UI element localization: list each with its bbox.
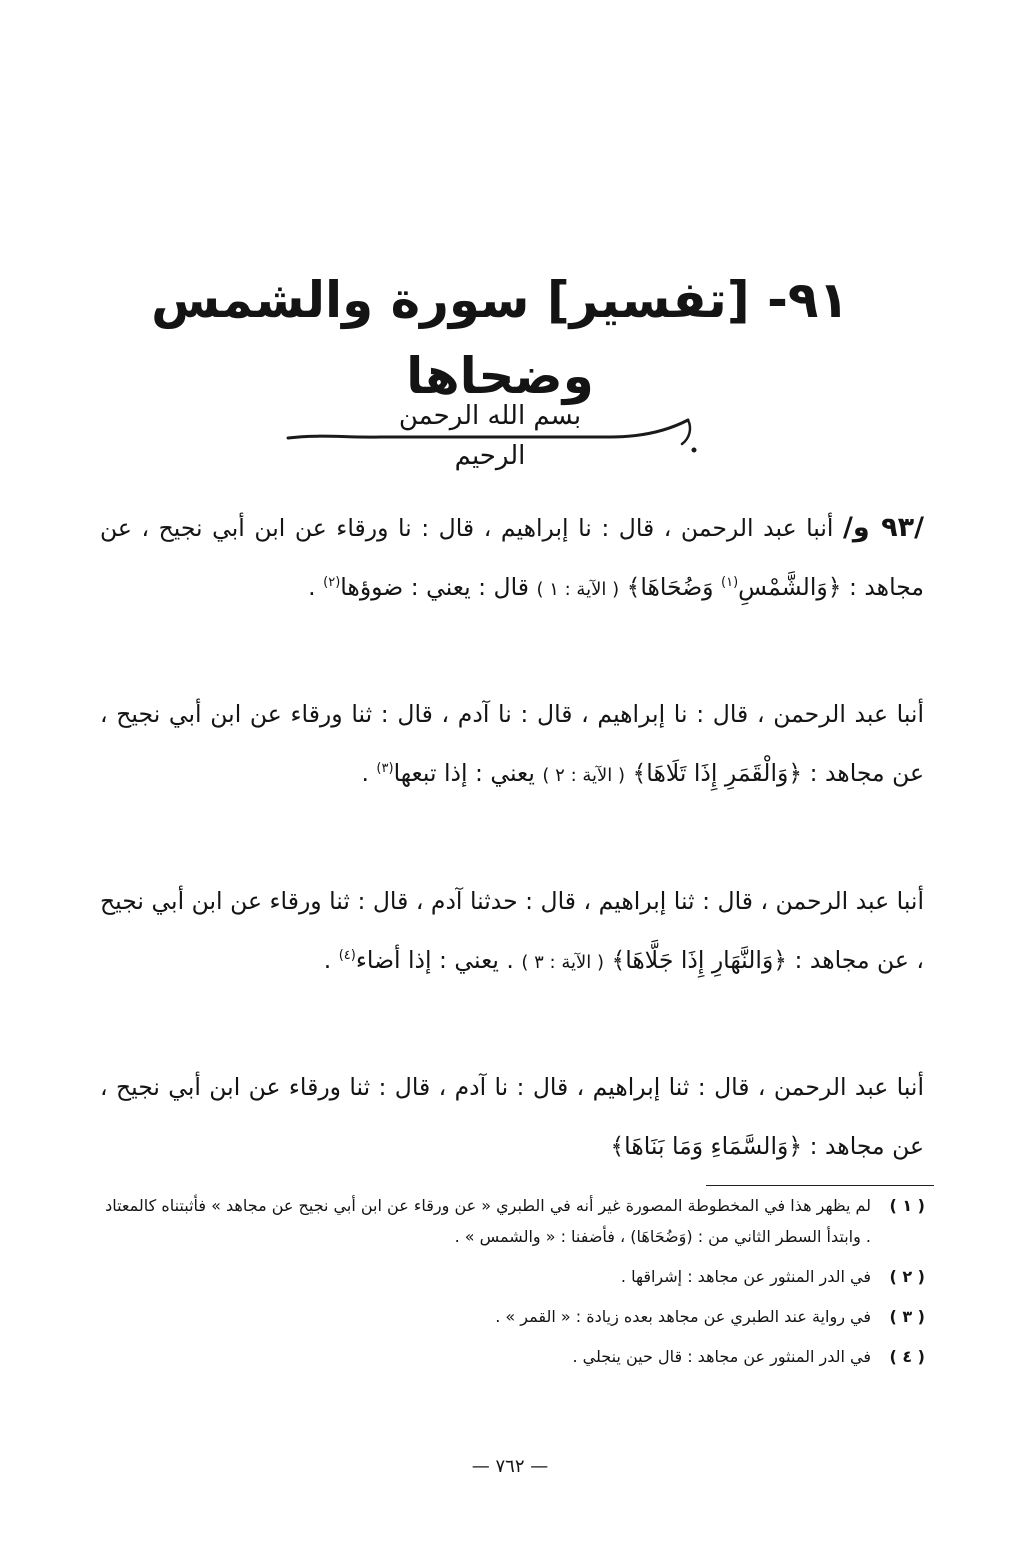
footnote-text: لم يظهر هذا في المخطوطة المصورة غير أنه في الطبري « عن ورقاء عن ابن أبي نجيح عن مجاهد » فأثبتناه كالمعتاد . وابتدأ السطر الثاني من : (وَضُحَاهَا) ، فأضفنا : « والشمس » .: [105, 1196, 871, 1246]
paragraph-end: .: [323, 946, 332, 974]
footnote-marker-4: (٤): [338, 948, 356, 963]
footnote-2: [95, 1261, 925, 1292]
footnote-4: [95, 1341, 925, 1372]
verse-reference: ( الآية : ٢ ): [542, 765, 626, 786]
footnote-separator: [706, 1185, 934, 1186]
page-number: — ٧٦٢ —: [471, 1456, 549, 1477]
paragraph-text: يعني : إذا تبعها: [393, 759, 535, 787]
paragraph-text: وَضُحَاهَا﴾: [626, 573, 714, 601]
paragraph-text: قال : يعني : ضوؤها: [340, 573, 529, 601]
footnote-text: في الدر المنثور عن مجاهد : إشراقها .: [620, 1267, 871, 1286]
footnote-text: في الدر المنثور عن مجاهد : قال حين ينجلي .: [572, 1347, 871, 1366]
footnote-3: [95, 1301, 925, 1332]
footnote-1: [95, 1190, 925, 1252]
footnote-text: في رواية عند الطبري عن مجاهد بعده زيادة : « القمر » .: [495, 1307, 871, 1326]
folio-marker: /٩٣ و/: [843, 512, 924, 543]
basmala-text: بسم الله الرحمن الرحيم: [398, 401, 582, 471]
footnote-marker-3: (٣): [376, 761, 394, 776]
chapter-title: ٩١- [تفسير] سورة والشمس وضحاها: [151, 271, 849, 405]
footnote-number: ( ٣ ): [889, 1307, 925, 1326]
footnote-number: ( ٤ ): [889, 1347, 925, 1366]
footnote-marker-1: (١): [721, 575, 739, 590]
paragraph-4: [100, 1058, 924, 1176]
basmala-ornament: [270, 392, 710, 471]
footnote-marker-2: (٢): [323, 575, 341, 590]
paragraph-text: أنبا عبد الرحمن ، قال : نا إبراهيم ، قال : نا ورقاء عن ابن أبي نجيح ، عن مجاهد : ﴿وَالشَّمْسِ: [100, 514, 924, 601]
footnotes-section: [95, 1190, 925, 1381]
paragraph-1: [100, 498, 924, 619]
paragraph-text: أنبا عبد الرحمن ، قال : نا إبراهيم ، قال : نا آدم ، قال : ثنا ورقاء عن ابن أبي نجيح ، عن مجاهد : ﴿وَالْقَمَرِ إِذَا تَلَاهَا﴾: [100, 700, 924, 787]
footnote-number: ( ٢ ): [889, 1267, 925, 1286]
paragraph-text: أنبا عبد الرحمن ، قال : ثنا إبراهيم ، قال : نا آدم ، قال : ثنا ورقاء عن ابن أبي نجيح ، عن مجاهد : ﴿وَالسَّمَاءِ وَمَا بَنَاهَا﴾: [100, 1073, 924, 1160]
paragraph-text: أنبا عبد الرحمن ، قال : ثنا إبراهيم ، قال : حدثنا آدم ، قال : ثنا ورقاء عن ابن أبي نجيح ، عن مجاهد : ﴿وَالنَّهَارِ إِذَا جَلَّاهَا﴾: [100, 887, 924, 974]
footnote-number: ( ١ ): [889, 1196, 925, 1215]
paragraph-end: .: [308, 573, 316, 601]
paragraph-2: [100, 685, 924, 805]
verse-reference: ( الآية : ١ ): [536, 579, 620, 600]
paragraph-end: .: [361, 759, 369, 787]
paragraph-3: [100, 872, 924, 992]
paragraph-text: . يعني : إذا أضاء: [355, 946, 514, 974]
verse-reference: ( الآية : ٣ ): [521, 952, 604, 973]
